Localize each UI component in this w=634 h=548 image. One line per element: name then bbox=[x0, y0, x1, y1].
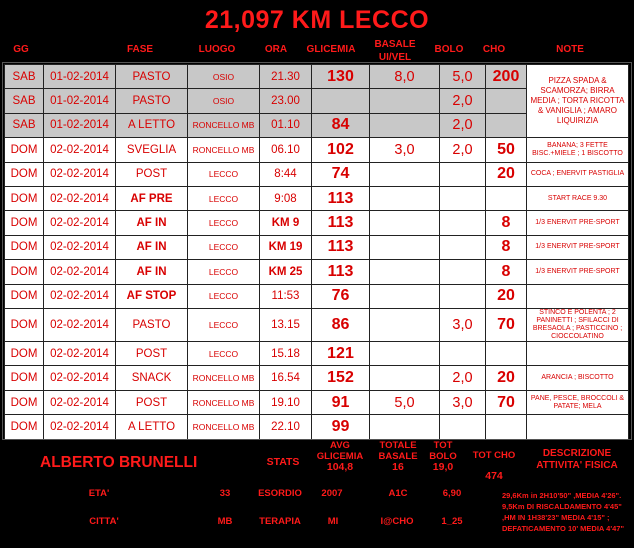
cell-gg: SAB bbox=[5, 65, 44, 89]
cell-ora: KM 9 bbox=[260, 211, 312, 235]
cell-basale: 5,0 bbox=[370, 390, 440, 414]
cell-glicemia: 113 bbox=[312, 260, 370, 284]
table-row bbox=[5, 308, 629, 341]
cell-fase: AF IN bbox=[116, 235, 188, 259]
cell-ora: 8:44 bbox=[260, 162, 312, 186]
cell-gg: DOM bbox=[5, 162, 44, 186]
cell-bolo: 2,0 bbox=[440, 138, 486, 162]
cell-basale bbox=[370, 308, 440, 341]
cell-luogo: RONCELLO MB bbox=[188, 415, 260, 439]
totale-cho bbox=[468, 446, 520, 486]
cell-gg: DOM bbox=[5, 308, 44, 341]
cell-fase: A LETTO bbox=[116, 113, 188, 137]
totale-bolo bbox=[418, 440, 468, 473]
cell-glicemia: 84 bbox=[312, 113, 370, 137]
cell-gg: SAB bbox=[5, 89, 44, 113]
cell-note: COCA ; ENERVIT PASTIGLIA bbox=[527, 162, 629, 186]
cell-glicemia: 91 bbox=[312, 390, 370, 414]
cell-gg: SAB bbox=[5, 113, 44, 137]
cell-note: 1/3 ENERVIT PRE-SPORT bbox=[527, 211, 629, 235]
table-row bbox=[5, 366, 629, 390]
header-bolo: BOLO bbox=[434, 44, 464, 55]
cell-cho: 8 bbox=[486, 260, 527, 284]
table-row bbox=[5, 186, 629, 210]
cell-date: 02-02-2014 bbox=[44, 284, 116, 308]
cell-gg: DOM bbox=[5, 366, 44, 390]
cell-bolo: 5,0 bbox=[440, 65, 486, 89]
table-row bbox=[5, 211, 629, 235]
cell-note bbox=[527, 284, 629, 308]
cell-ora: 15.18 bbox=[260, 342, 312, 366]
cell-date: 02-02-2014 bbox=[44, 342, 116, 366]
cell-ora: 01.10 bbox=[260, 113, 312, 137]
cell-basale bbox=[370, 284, 440, 308]
cell-gg: DOM bbox=[5, 138, 44, 162]
cell-basale bbox=[370, 113, 440, 137]
header-luogo: LUOGO bbox=[198, 44, 236, 55]
cell-note: BANANA; 3 FETTE BISC.+MIELE ; 1 BISCOTTO bbox=[527, 138, 629, 162]
cell-cho: 20 bbox=[486, 284, 527, 308]
cell-bolo bbox=[440, 186, 486, 210]
cell-date: 02-02-2014 bbox=[44, 211, 116, 235]
cell-bolo bbox=[440, 342, 486, 366]
stats-label: STATS bbox=[266, 456, 300, 468]
table-row bbox=[5, 415, 629, 439]
glucose-log-table bbox=[4, 64, 629, 440]
cell-ora: KM 25 bbox=[260, 260, 312, 284]
cell-gg: DOM bbox=[5, 390, 44, 414]
cell-date: 02-02-2014 bbox=[44, 366, 116, 390]
cell-luogo: LECCO bbox=[188, 186, 260, 210]
cell-gg: DOM bbox=[5, 415, 44, 439]
cell-ora: 9:08 bbox=[260, 186, 312, 210]
totale-cho-label: TOT CHO bbox=[472, 450, 516, 461]
cell-date: 01-02-2014 bbox=[44, 89, 116, 113]
cell-basale bbox=[370, 366, 440, 390]
cell-date: 01-02-2014 bbox=[44, 113, 116, 137]
cell-ora: 19.10 bbox=[260, 390, 312, 414]
citta-label: CITTA' bbox=[89, 516, 119, 527]
cell-ora: 13.15 bbox=[260, 308, 312, 341]
cell-basale bbox=[370, 89, 440, 113]
cell-bolo bbox=[440, 284, 486, 308]
cell-luogo: LECCO bbox=[188, 342, 260, 366]
cell-luogo: LECCO bbox=[188, 308, 260, 341]
ratio-value: 1_25 bbox=[441, 516, 463, 527]
cell-date: 02-02-2014 bbox=[44, 308, 116, 341]
esordio-label: ESORDIO bbox=[258, 488, 302, 499]
cell-note bbox=[527, 415, 629, 439]
cell-glicemia bbox=[312, 89, 370, 113]
cell-cho bbox=[486, 186, 527, 210]
a1c-value: 6,90 bbox=[442, 488, 462, 499]
cell-fase: PASTO bbox=[116, 65, 188, 89]
cell-glicemia: 113 bbox=[312, 211, 370, 235]
cell-gg: DOM bbox=[5, 235, 44, 259]
cell-luogo: RONCELLO MB bbox=[188, 113, 260, 137]
cell-glicemia: 113 bbox=[312, 235, 370, 259]
cell-cho bbox=[486, 415, 527, 439]
cell-luogo: OSIO bbox=[188, 65, 260, 89]
cell-note: STINCO E POLENTA ; 2 PANINETTI ; SFILACCI DI BRESAOLA ; PASTICCINO ; CIOCCOLATINO bbox=[527, 308, 629, 341]
cell-cho: 20 bbox=[486, 366, 527, 390]
descrizione-text: 29,6Km in 2H10'50" ,MEDIA 4'26". 9,5Km DI RISCALDAMENTO 4'45" ,HM IN 1H38'23" MEDIA 4'15" ; DEFATICAMENTO 10' MEDIA 4'47" bbox=[502, 491, 625, 533]
header-basale-line1: BASALE bbox=[374, 39, 416, 50]
cell-luogo: RONCELLO MB bbox=[188, 366, 260, 390]
cell-cho: 8 bbox=[486, 235, 527, 259]
cell-luogo: LECCO bbox=[188, 284, 260, 308]
cell-basale bbox=[370, 415, 440, 439]
cell-note: START RACE 9.30 bbox=[527, 186, 629, 210]
table-row bbox=[5, 260, 629, 284]
terapia-label: TERAPIA bbox=[259, 516, 301, 527]
cell-luogo: LECCO bbox=[188, 211, 260, 235]
a1c-label: A1C bbox=[388, 488, 408, 499]
cell-bolo: 3,0 bbox=[440, 308, 486, 341]
cell-luogo: RONCELLO MB bbox=[188, 138, 260, 162]
cell-fase: POST bbox=[116, 162, 188, 186]
cell-ora: 22.10 bbox=[260, 415, 312, 439]
avg-glicemia-label: AVG GLICEMIA bbox=[316, 440, 364, 462]
cell-glicemia: 102 bbox=[312, 138, 370, 162]
cell-gg: DOM bbox=[5, 284, 44, 308]
cell-cho: 8 bbox=[486, 211, 527, 235]
cell-bolo bbox=[440, 162, 486, 186]
cell-glicemia: 130 bbox=[312, 65, 370, 89]
terapia-value: MI bbox=[327, 516, 339, 527]
cell-cho bbox=[486, 89, 527, 113]
cell-gg: DOM bbox=[5, 186, 44, 210]
cell-fase: POST bbox=[116, 342, 188, 366]
cell-date: 02-02-2014 bbox=[44, 415, 116, 439]
cell-date: 02-02-2014 bbox=[44, 390, 116, 414]
cell-date: 02-02-2014 bbox=[44, 138, 116, 162]
cell-fase: A LETTO bbox=[116, 415, 188, 439]
cell-bolo bbox=[440, 260, 486, 284]
cell-glicemia: 76 bbox=[312, 284, 370, 308]
header-fase: FASE bbox=[126, 44, 154, 55]
cell-date: 02-02-2014 bbox=[44, 186, 116, 210]
cell-date: 02-02-2014 bbox=[44, 162, 116, 186]
cell-bolo: 2,0 bbox=[440, 366, 486, 390]
cell-luogo: RONCELLO MB bbox=[188, 390, 260, 414]
cell-note-sab: PIZZA SPADA & SCAMORZA; BIRRA MEDIA ; TORTA RICOTTA & VANIGLIA ; AMARO LIQUIRIZIA bbox=[527, 65, 629, 138]
cell-bolo: 2,0 bbox=[440, 89, 486, 113]
cell-cho: 70 bbox=[486, 308, 527, 341]
totale-bolo-value: 19,0 bbox=[432, 461, 454, 473]
header-basale bbox=[362, 38, 428, 64]
cell-glicemia: 152 bbox=[312, 366, 370, 390]
cell-cho: 70 bbox=[486, 390, 527, 414]
cell-fase: AF IN bbox=[116, 211, 188, 235]
cell-fase: SVEGLIA bbox=[116, 138, 188, 162]
totale-cho-value: 474 bbox=[485, 470, 503, 482]
table-row bbox=[5, 235, 629, 259]
table-row bbox=[5, 342, 629, 366]
cell-gg: DOM bbox=[5, 260, 44, 284]
cell-ora: KM 19 bbox=[260, 235, 312, 259]
device-value: I@CHO bbox=[380, 516, 414, 527]
cell-luogo: OSIO bbox=[188, 89, 260, 113]
cell-ora: 21.30 bbox=[260, 65, 312, 89]
header-note: NOTE bbox=[556, 44, 584, 55]
totale-basale-label: TOTALE BASALE bbox=[378, 440, 418, 462]
cell-bolo: 2,0 bbox=[440, 113, 486, 137]
cell-basale bbox=[370, 235, 440, 259]
cell-cho bbox=[486, 342, 527, 366]
header-gg: GG bbox=[13, 44, 29, 55]
athlete-name: ALBERTO BRUNELLI bbox=[40, 454, 198, 471]
cell-basale bbox=[370, 162, 440, 186]
table-row bbox=[5, 284, 629, 308]
table-row bbox=[5, 390, 629, 414]
cell-ora: 11:53 bbox=[260, 284, 312, 308]
avg-glicemia bbox=[308, 440, 372, 473]
avg-glicemia-value: 104,8 bbox=[326, 461, 354, 473]
cell-date: 02-02-2014 bbox=[44, 260, 116, 284]
descrizione-label: DESCRIZIONE ATTIVITA' FISICA bbox=[536, 448, 618, 471]
cell-note bbox=[527, 342, 629, 366]
header-ora: ORA bbox=[264, 44, 288, 55]
cell-basale bbox=[370, 211, 440, 235]
totale-bolo-label: TOT BOLO bbox=[429, 440, 457, 462]
cell-cho: 50 bbox=[486, 138, 527, 162]
cell-bolo bbox=[440, 235, 486, 259]
cell-glicemia: 113 bbox=[312, 186, 370, 210]
cell-basale: 8,0 bbox=[370, 65, 440, 89]
cell-date: 01-02-2014 bbox=[44, 65, 116, 89]
esordio-value: 2007 bbox=[321, 488, 343, 499]
cell-glicemia: 74 bbox=[312, 162, 370, 186]
cell-glicemia: 99 bbox=[312, 415, 370, 439]
cell-gg: DOM bbox=[5, 211, 44, 235]
table-row bbox=[5, 65, 629, 89]
cell-cho: 200 bbox=[486, 65, 527, 89]
cell-fase: SNACK bbox=[116, 366, 188, 390]
cell-basale: 3,0 bbox=[370, 138, 440, 162]
cell-ora: 23.00 bbox=[260, 89, 312, 113]
cell-luogo: LECCO bbox=[188, 260, 260, 284]
cell-bolo bbox=[440, 415, 486, 439]
cell-fase: PASTO bbox=[116, 308, 188, 341]
cell-basale bbox=[370, 260, 440, 284]
cell-glicemia: 86 bbox=[312, 308, 370, 341]
cell-fase: AF PRE bbox=[116, 186, 188, 210]
cell-fase: PASTO bbox=[116, 89, 188, 113]
eta-label: ETA' bbox=[88, 488, 110, 499]
cell-ora: 06.10 bbox=[260, 138, 312, 162]
table-row bbox=[5, 162, 629, 186]
cell-fase: AF STOP bbox=[116, 284, 188, 308]
table-row bbox=[5, 138, 629, 162]
cell-cho: 20 bbox=[486, 162, 527, 186]
cell-note: 1/3 ENERVIT PRE-SPORT bbox=[527, 235, 629, 259]
cell-luogo: LECCO bbox=[188, 162, 260, 186]
cell-note: ARANCIA ; BISCOTTO bbox=[527, 366, 629, 390]
cell-ora: 16.54 bbox=[260, 366, 312, 390]
cell-basale bbox=[370, 186, 440, 210]
cell-fase: AF IN bbox=[116, 260, 188, 284]
cell-date: 02-02-2014 bbox=[44, 235, 116, 259]
header-cho: CHO bbox=[482, 44, 506, 55]
cell-basale bbox=[370, 342, 440, 366]
cell-note: 1/3 ENERVIT PRE-SPORT bbox=[527, 260, 629, 284]
cell-fase: POST bbox=[116, 390, 188, 414]
page-title: 21,097 KM LECCO bbox=[204, 6, 430, 34]
cell-bolo: 3,0 bbox=[440, 390, 486, 414]
header-glicemia: GLICEMIA bbox=[306, 44, 356, 55]
citta-value: MB bbox=[217, 516, 233, 527]
cell-bolo bbox=[440, 211, 486, 235]
cell-glicemia: 121 bbox=[312, 342, 370, 366]
totale-basale-value: 16 bbox=[392, 461, 404, 473]
cell-luogo: LECCO bbox=[188, 235, 260, 259]
header-basale-line2: UI/VEL bbox=[378, 52, 412, 63]
cell-gg: DOM bbox=[5, 342, 44, 366]
cell-note: PANE, PESCE, BROCCOLI & PATATE; MELA bbox=[527, 390, 629, 414]
eta-value: 33 bbox=[219, 488, 231, 499]
cell-cho bbox=[486, 113, 527, 137]
